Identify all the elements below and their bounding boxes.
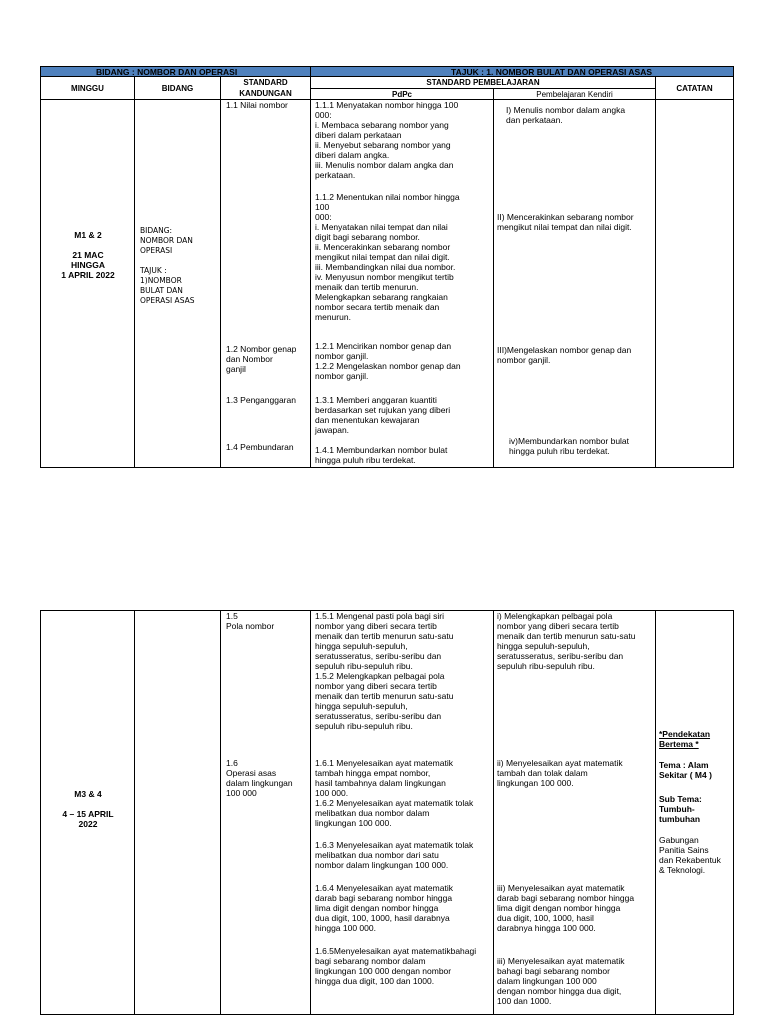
pembelajaran-kendiri-cell [494,100,656,468]
sk-1-6: 1.6 Operasi asas dalam lingkungan 100 000 [226,758,293,798]
catatan-cell-2 [656,611,734,1015]
header-standard-kandungan: STANDARD KANDUNGAN [221,77,311,100]
bidang-cell-2 [135,611,221,1015]
pk-2-1: i) Melengkapkan pelbagai pola nombor yang diberi secara tertib menaik dan tertib menurun satu-satu hingga sepuluh-sepuluh, seratusseratus, seribu-seribu dan sepuluh ribu-sepuluh ribu. [497,611,636,671]
pk-2-3: iii) Menyelesaikan ayat matematik darab bagi sebarang nombor hingga lima digit dengan nombor hingga dua digit, 100, 1000, hasil darabnya hingga 100 000. [497,883,635,933]
banner-tajuk: TAJUK : 1. NOMBOR BULAT DAN OPERASI ASAS [451,67,653,77]
sp-1-5: 1.5.1 Mengenal pasti pola bagi siri nombor yang diberi secara tertib menaik dan tertib menurun satu-satu hingga sepuluh-sepuluh, seratusseratus, seribu-seribu dan sepuluh ribu-sepuluh ribu. 1.5.2 Melengkapkan pelbagai pola nombor yang diberi secara tertib menaik dan tertib menurun satu-satu hingga sepuluh-sepuluh, seratusseratus, seribu-seribu dan sepuluh ribu-sepuluh ribu. [315,611,454,731]
minggu-cell [41,100,135,468]
rpt-table-week-3-4 [40,610,734,1015]
bidang-text: BIDANG: NOMBOR DAN OPERASI TAJUK : 1)NOMBOR BULAT DAN OPERASI ASAS [140,226,195,305]
sk-1-5: 1.5 Pola nombor [226,611,275,631]
standard-kandungan-cell [221,100,311,468]
pdpc-cell [311,100,494,468]
sk-1-2: 1.2 Nombor genap dan Nombor ganjil [226,344,297,374]
sp-1-4: 1.4.1 Membundarkan nombor bulat hingga puluh ribu terdekat. [315,445,448,465]
catatan-subtema: Sub Tema: Tumbuh- tumbuhan [659,794,702,824]
pembelajaran-kendiri-cell-2 [494,611,656,1015]
header-minggu: MINGGU [41,77,135,100]
sp-1-6-3: 1.6.3 Menyelesaikan ayat matematik tolak melibatkan dua nombor dari satu nombor dalam lingkungan 100 000. [315,840,474,870]
sp-1-6-1-2: 1.6.1 Menyelesaikan ayat matematik tambah hingga empat nombor, hasil tambahnya dalam lingkungan 100 000. 1.6.2 Menyelesaikan ayat matematik tolak melibatkan dua nombor dalam lingkungan 100 000. [315,758,474,828]
header-pembelajaran-kendiri: Pembelajaran Kendiri [494,89,656,100]
catatan-tema: Tema : Alam Sekitar ( M4 ) [659,760,712,780]
header-standard-pembelajaran: STANDARD PEMBELAJARAN [311,77,656,89]
sk-1-4: 1.4 Pembundaran [226,442,294,452]
catatan-heading: *Pendekatan Bertema * [659,729,711,749]
minggu-text-2: M3 & 4 4 – 15 APRIL 2022 [62,789,114,829]
pk-2-4: iii) Menyelesaikan ayat matematik bahagi bagi sebarang nombor dalam lingkungan 100 000 dengan nombor hingga dua digit, 100 dan 1000. [497,956,625,1006]
sp-1-6-4: 1.6.4 Menyelesaikan ayat matematik darab bagi sebarang nombor hingga lima digit dengan nombor hingga dua digit, 100, 1000, hasil darabnya hingga 100 000. [315,883,453,933]
sp-1-1-2: 1.1.2 Menentukan nilai nombor hingga 100 000: i. Menyatakan nilai tempat dan nilai digit bagi sebarang nombor. ii. Mencerakinkan sebarang nombor mengikut nilai tempat dan nilai digit. iii. Membandingkan nilai dua nombor. iv. Menyusun nombor mengikut tertib menaik dan tertib menurun. Melengkapkan sebarang rangkaian nombor secara tertib menaik dan menurun. [315,192,460,322]
pdpc-cell-2 [311,611,494,1015]
pk-2-2: ii) Menyelesaikan ayat matematik tambah dan tolak dalam lingkungan 100 000. [497,758,623,788]
minggu-text: M1 & 2 21 MAC HINGGA 1 APRIL 2022 [61,230,115,280]
sp-1-2: 1.2.1 Mencirikan nombor genap dan nombor ganjil. 1.2.2 Mengelaskan nombor genap dan nombor ganjil. [315,341,461,381]
sk-1-1: 1.1 Nilai nombor [226,100,288,110]
pk-3: III)Mengelaskan nombor genap dan nombor ganjil. [497,345,632,365]
standard-kandungan-cell-2 [221,611,311,1015]
banner-bidang-cell [41,67,311,77]
sp-1-3: 1.3.1 Memberi anggaran kuantiti berdasarkan set rujukan yang diberi dan menentukan kewajaran jawapan. [315,395,451,435]
banner-bidang: BIDANG : NOMBOR DAN OPERASI [96,67,238,77]
catatan-gabungan: Gabungan Panitia Sains dan Rekabentuk & Teknologi. [659,835,721,875]
sp-1-1-1: 1.1.1 Menyatakan nombor hingga 100 000: i. Membaca sebarang nombor yang diberi dalam perkataan ii. Menyebut sebarang nombor yang diberi dalam angka. iii. Menulis nombor dalam angka dan perkataan. [315,100,459,180]
pk-2: II) Mencerakinkan sebarang nombor mengikut nilai tempat dan nilai digit. [497,212,634,232]
bidang-cell [135,100,221,468]
sp-1-6-5: 1.6.5Menyelesaikan ayat matematikbahagi bagi sebarang nombor dalam lingkungan 100 000 dengan nombor hingga dua digit, 100 dan 1000. [315,946,477,986]
header-pdpc: PdPc [311,89,494,100]
pk-1: I) Menulis nombor dalam angka dan perkataan. [506,105,626,125]
rpt-table-week-1-2 [40,66,734,468]
banner-tajuk-cell [311,67,734,77]
pk-4: iv)Membundarkan nombor bulat hingga puluh ribu terdekat. [509,436,630,456]
header-catatan: CATATAN [656,77,734,100]
sk-1-3: 1.3 Penganggaran [226,395,296,405]
minggu-cell-2 [41,611,135,1015]
catatan-cell [656,100,734,468]
header-bidang: BIDANG [135,77,221,100]
